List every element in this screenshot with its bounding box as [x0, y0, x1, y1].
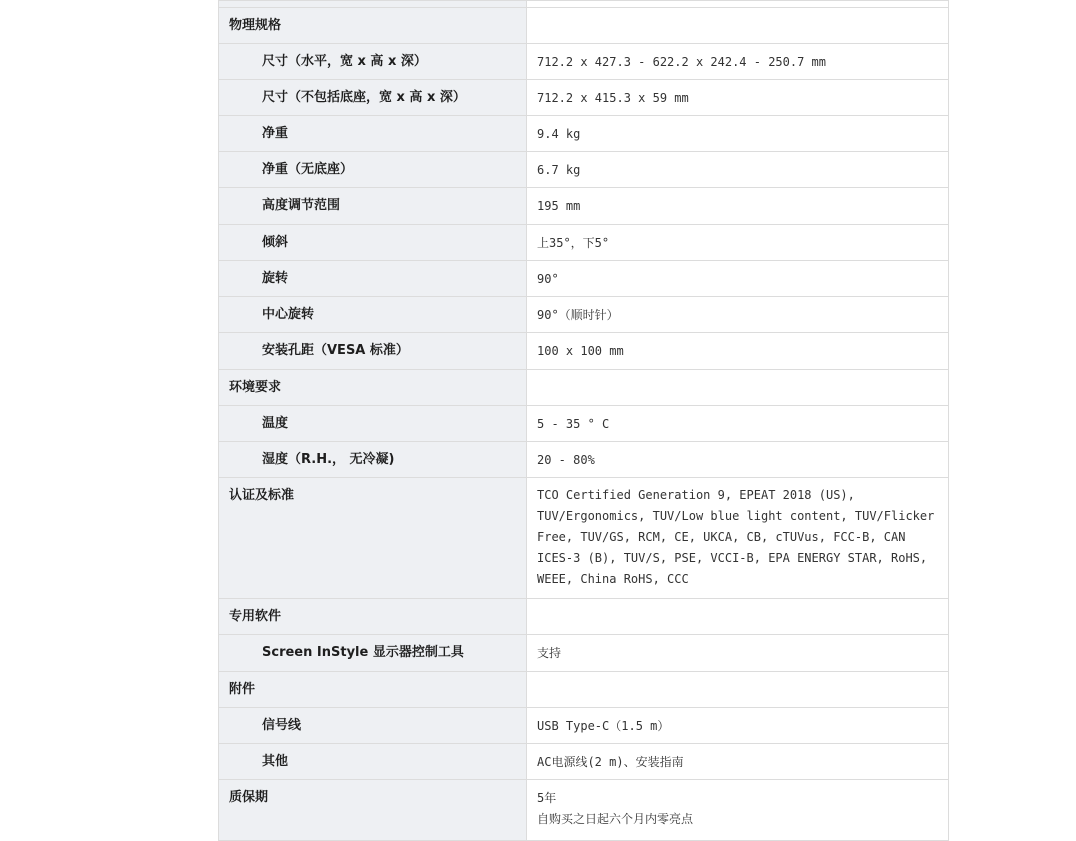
spec-value: 上35°，下5°	[537, 236, 610, 250]
table-row	[219, 708, 949, 744]
table-row	[219, 635, 949, 672]
spec-label: 尺寸（水平，宽 x 高 x 深）	[262, 54, 427, 69]
section-title-certification: 认证及标准	[219, 478, 527, 599]
table-row	[219, 152, 949, 188]
spec-value: 712.2 x 427.3 - 622.2 x 242.4 - 250.7 mm	[537, 55, 826, 69]
table-row	[219, 188, 949, 225]
spec-label: 净重	[262, 126, 289, 141]
spec-value: 9.4 kg	[537, 127, 581, 141]
section-title-accessories: 附件	[219, 672, 527, 708]
section-header-row	[219, 672, 949, 708]
certification-list: TCO Certified Generation 9, EPEAT 2018 (US), TUV/Ergonomics, TUV/Low blue light content, TUV/Flicker Free, TUV/GS, RCM, CE, UKCA, CB, cTUVus, FCC-B, CAN ICES-3 (B), TUV/S, PSE, VCCI-B, EPA ENERGY STAR, RoHS, WEEE, China RoHS, CCC	[537, 488, 935, 586]
spec-label: 高度调节范围	[262, 198, 341, 213]
table-row	[219, 225, 949, 261]
spec-value: 712.2 x 415.3 x 59 mm	[537, 91, 689, 105]
section-title-warranty: 质保期	[219, 780, 527, 841]
table-row	[219, 406, 949, 442]
spec-value: 6.7 kg	[537, 163, 581, 177]
spec-value: 100 x 100 mm	[537, 344, 624, 358]
spec-label: 尺寸（不包括底座，宽 x 高 x 深）	[262, 90, 466, 105]
spec-label: Screen InStyle 显示器控制工具	[262, 645, 464, 660]
table-row	[219, 442, 949, 478]
spec-label: 中心旋转	[262, 307, 315, 322]
spec-value: 支持	[537, 646, 562, 660]
section-title-environment: 环境要求	[219, 370, 527, 406]
spec-value: 90°（顺时针）	[537, 308, 619, 322]
table-row	[219, 261, 949, 297]
spec-label: 信号线	[262, 718, 302, 733]
table-row	[219, 116, 949, 152]
spec-label: 湿度（R.H.， 无冷凝)	[262, 452, 395, 467]
spec-value: AC电源线(2 m)、安装指南	[537, 755, 684, 769]
table-row	[219, 80, 949, 116]
section-header-row	[219, 370, 949, 406]
section-title-physical: 物理规格	[219, 8, 527, 44]
spec-value: 90°	[537, 272, 559, 286]
table-row-top-border	[219, 1, 949, 8]
spec-value: 195 mm	[537, 199, 581, 213]
table-row	[219, 297, 949, 333]
spec-value: 5 - 35 ° C	[537, 417, 610, 431]
section-header-row	[219, 780, 949, 841]
table-row	[219, 44, 949, 80]
spec-table	[218, 0, 949, 841]
spec-label: 净重（无底座）	[262, 162, 354, 177]
table-row	[219, 744, 949, 780]
table-row	[219, 333, 949, 370]
spec-label: 安装孔距（VESA 标准）	[262, 343, 409, 358]
spec-value: 20 - 80%	[537, 453, 595, 467]
spec-label: 其他	[262, 754, 289, 769]
section-header-row	[219, 599, 949, 635]
section-title-software: 专用软件	[219, 599, 527, 635]
spec-label: 旋转	[262, 271, 289, 286]
section-header-row	[219, 8, 949, 44]
spec-label: 倾斜	[262, 235, 289, 250]
section-header-row	[219, 478, 949, 599]
spec-value: USB Type-C（1.5 m）	[537, 719, 670, 733]
warranty-value: 5年 自购买之日起六个月内零亮点	[537, 791, 694, 826]
spec-label: 温度	[262, 416, 289, 431]
